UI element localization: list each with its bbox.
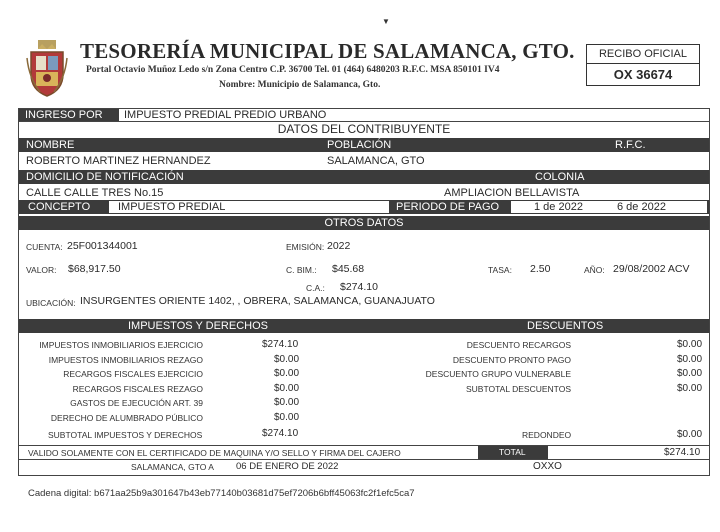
discounts-title: DESCUENTOS: [527, 320, 604, 332]
account-label: CUENTA:: [26, 242, 63, 252]
tax-row-label: IMPUESTOS INMOBILIARIOS REZAGO: [48, 354, 203, 365]
concept-value: IMPUESTO PREDIAL: [118, 201, 226, 213]
period-from: 1 de 2022: [534, 201, 583, 213]
name-label: NOMBRE: [26, 139, 75, 151]
period-to: 6 de 2022: [617, 201, 666, 213]
domicile-label: DOMICILIO DE NOTIFICACIÓN: [26, 171, 184, 183]
tax-row-amount: $0.00: [274, 382, 300, 394]
top-mark: ▼: [382, 17, 390, 26]
taxpayer-street: CALLE CALLE TRES No.15: [26, 187, 164, 199]
concept-label: CONCEPTO: [28, 201, 91, 213]
location-label: UBICACIÓN:: [26, 298, 76, 308]
taxes-subtotal: $274.10: [262, 428, 299, 439]
taxes-title: IMPUESTOS Y DERECHOS: [128, 320, 268, 332]
receipt-number: OX 36674: [613, 67, 673, 82]
digital-chain-label: Cadena digital:: [28, 488, 92, 499]
tasa-label: TASA:: [488, 265, 512, 275]
tax-row-amount: $0.00: [274, 353, 300, 365]
cashier-name: OXXO: [533, 461, 562, 472]
account-value: 25F001344001: [67, 240, 138, 252]
emission-label: EMISIÓN:: [286, 242, 325, 252]
discount-row-amount: $0.00: [677, 339, 703, 350]
municipality-name: Nombre: Municipio de Salamanca, Gto.: [219, 80, 381, 90]
discount-row-label: SUBTOTAL DESCUENTOS: [465, 383, 571, 394]
property-value: $68,917.50: [68, 263, 121, 275]
year-label: AÑO:: [584, 265, 605, 275]
validity-note: VALIDO SOLAMENTE CON EL CERTIFICADO DE MAQUINA Y/O SELLO Y FIRMA DEL CAJERO: [28, 448, 401, 458]
colony-label: COLONIA: [535, 171, 585, 183]
ca-label: C.A.:: [306, 283, 325, 293]
discount-row-amount: $0.00: [677, 368, 703, 379]
tax-row-amount: $0.00: [274, 368, 300, 379]
treasury-address: Portal Octavio Muñoz Ledo s/n Zona Centro C.P. 36700 Tel. 01 (464) 6480203 R.F.C. MSA 850101 IV4: [86, 65, 500, 75]
discount-row-label: DESCUENTO GRUPO VULNERABLE: [425, 369, 571, 379]
tax-row-amount: $274.10: [262, 339, 299, 350]
receipt-box: [586, 44, 700, 86]
tasa-value: 2.50: [530, 263, 551, 275]
taxpayer-name: ROBERTO MARTINEZ HERNANDEZ: [26, 155, 211, 167]
ca-value: $274.10: [340, 281, 378, 293]
taxpayer-section-title: DATOS DEL CONTRIBUYENTE: [277, 122, 451, 136]
tax-row-label: RECARGOS FISCALES EJERCICIO: [63, 369, 203, 379]
period-label: PERIODO DE PAGO: [396, 201, 500, 213]
rounding-label: REDONDEO: [522, 430, 572, 440]
treasury-title: TESORERÍA MUNICIPAL DE SALAMANCA, GTO.: [80, 39, 575, 63]
footer-mid-line: [19, 459, 709, 460]
taxpayer-colony: AMPLIACION BELLAVISTA: [444, 187, 580, 199]
total-label: TOTAL: [499, 447, 526, 457]
digital-chain: [28, 488, 415, 499]
population-label: POBLACIÓN: [327, 139, 392, 151]
taxes-subtotal-label: SUBTOTAL IMPUESTOS Y DERECHOS: [48, 430, 203, 440]
digital-chain-value: b671aa25b9a301647b43eb77140b03681d75ef7206b6bff45063fc2f1efc5ca7: [94, 488, 415, 499]
discount-row-label: DESCUENTO RECARGOS: [466, 340, 571, 350]
discount-row-amount: $0.00: [677, 382, 703, 394]
rfc-label: R.F.C.: [615, 139, 646, 151]
income-label: INGRESO POR: [19, 109, 119, 121]
rounding-value: $0.00: [677, 429, 703, 440]
emission-value: 2022: [327, 240, 351, 252]
year-value: 29/08/2002 ACV: [613, 263, 690, 275]
tax-row-label: RECARGOS FISCALES REZAGO: [72, 383, 203, 394]
tax-row-label: DERECHO DE ALUMBRADO PÚBLICO: [50, 412, 203, 423]
discount-row-amount: $0.00: [677, 353, 703, 365]
income-value: IMPUESTO PREDIAL PREDIO URBANO: [124, 109, 327, 121]
total-value: $274.10: [664, 447, 701, 458]
cbim-label: C. BIM.:: [286, 265, 317, 275]
value-label: VALOR:: [26, 265, 57, 275]
tax-row-amount: $0.00: [274, 411, 300, 423]
receipt-label: RECIBO OFICIAL: [587, 45, 699, 64]
tax-row-label: IMPUESTOS INMOBILIARIOS EJERCICIO: [39, 340, 203, 350]
other-data-title: OTROS DATOS: [324, 217, 404, 229]
payment-place: SALAMANCA, GTO A: [131, 462, 214, 472]
location-value: INSURGENTES ORIENTE 1402, , OBRERA, SALAMANCA, GUANAJUATO: [80, 295, 435, 307]
tax-row-label: GASTOS DE EJECUCIÓN ART. 39: [70, 398, 203, 408]
tax-row-amount: $0.00: [274, 397, 300, 408]
taxpayer-population: SALAMANCA, GTO: [327, 155, 425, 167]
footer-top-line: [19, 445, 709, 446]
municipal-crest-icon: [26, 38, 68, 98]
payment-date: 06 DE ENERO DE 2022: [236, 461, 339, 472]
taxes-discounts-bar: [19, 319, 709, 333]
discount-row-label: DESCUENTO PRONTO PAGO: [452, 354, 571, 365]
cbim-value: $45.68: [332, 263, 365, 275]
